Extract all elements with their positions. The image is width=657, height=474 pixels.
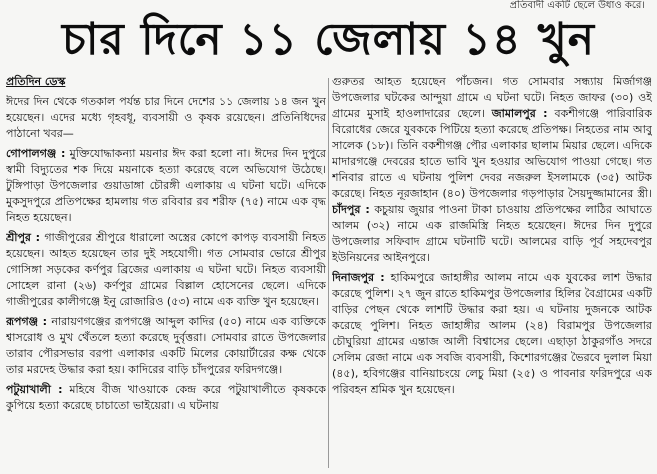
district-label: শ্রীপুর : (6, 231, 41, 244)
district-text: মহিষে বীজ খাওয়াকে কেন্দ্র করে পটুয়াখালীতে কৃষককে কুপিয়ে হত্যা করেছে চাচাতো ভাইয়েরা। এ ঘটনায় (6, 383, 326, 412)
district-text: হাকিমপুরে জাহাঙ্গীর আলম নামে এক যুবকের লাশ উদ্ধার করেছে পুলিশ। ২৭ জুন রাতে হাকিমপুর উপজেলার হিলির বৈগ্রামের একটি বাড়ির পেছন থেকে লাশটি উদ্ধার করা হয়। এ ঘটনায় দুজনকে আটক করেছে পুলিশ। নিহত জাহাঙ্গীর আলম (২৪) বিরামপুর উপজেলার চৌঘুরিয়া গ্রামের এন্তাজ আলী বিশ্বাসের ছেলে। এছাড়া ঠাকুরগাঁও সদরে সেলিম রেজা নামে এক সবজি ব্যবসায়ী, কিশোরগঞ্জের ভৈরবে দুলাল মিয়া (৪৫), হবিগঞ্জের বানিয়াচংয়ে লেচু মিয়া (২৫) ও পাবনার ফরিদপুরে এক পরিবহন শ্রমিক খুন হয়েছেন। (332, 271, 652, 396)
district-paragraph (332, 270, 652, 398)
article-column-left (6, 74, 326, 472)
column-divider (328, 78, 329, 468)
lead-text: ঈদের দিন থেকে গতকাল পর্যন্ত চার দিনে দেশের ১১ জেলায় ১৪ জন খুন হয়েছেন। এদের মধ্যে গৃহবধূ, ব্যবসায়ী ও কৃষক রয়েছেন। প্রতিনিধিদের পাঠানো খবর— (6, 95, 326, 140)
district-paragraph (6, 314, 326, 378)
byline: প্রতিদিন ডেস্ক (6, 75, 66, 88)
district-text: মুক্তিযোদ্ধাকন্যা ময়নার ঈদ করা হলো না। ঈদের দিন দুপুরে স্বামী বিদ্যুতের শক দিয়ে ময়নাকে হত্যা করেছে বলে অভিযোগ উঠেছে। টুঙ্গিপাড়া উপজেলার গুয়াডাঙ্গা চৌরঙ্গী এলাকায় এ ঘটনা ঘটে। এদিকে মুকসুদপুরে প্রতিপক্ষের হামলায় গত রবিবার রব শরীফ (৭৫) নামে এক বৃদ্ধ নিহত হয়েছেন। (6, 147, 326, 224)
district-text: বকশীগঞ্জে পারিবারিক বিরোধের জেরে যুবককে পিটিয়ে হত্যা করেছে প্রতিপক্ষ। নিহতের নাম আবু সালেক (১৮)। তিনি বকশীগঞ্জ পৌর এলাকার ছালাম মিয়ার ছেলে। এদিকে মাদারগঞ্জে দেবরের হাতে ভাবি খুন হওয়ার অভিযোগ পাওয়া গেছে। গত শনিবার রাতে এ ঘটনায় পুলিশ দেবর নজরুল ইসলামকে (৩৫) আটক করেছে। নিহত নূরজাহান (৪০) উপজেলার গড়পাড়ার সৈয়দুজ্জামানের স্ত্রী। (332, 107, 652, 200)
district-label: চাঁদপুর : (332, 203, 370, 216)
previous-article-fragment: প্রতিবাদী একটি ছেলে উধাও করে। (509, 0, 645, 11)
district-label: রূপগঞ্জ : (6, 315, 48, 328)
continued-paragraph (332, 74, 652, 266)
continued-text: গুরুতর আহত হয়েছেন পাঁচজন। গত সোমবার সন্ধ্যায় মির্জাগঞ্জ উপজেলার ঘটকের আন্দুয়া গ্রামে এ ঘটনা ঘটে। নিহত জাফর (৩০) ওই গ্রামের মুসাই হাওলাদারের ছেলে। (332, 75, 652, 120)
headline: চার দিনে ১১ জেলায় ১৪ খুন (62, 14, 595, 65)
district-label: দিনাজপুর : (332, 271, 385, 284)
district-paragraph (6, 382, 326, 414)
article-column-right (332, 74, 652, 472)
district-label: গোপালগঞ্জ : (6, 147, 66, 160)
district-paragraph (6, 230, 326, 310)
district-text: নারায়ণগঞ্জের রূপগঞ্জে আব্দুল কাদির (৫০) নামে এক ব্যক্তিকে শ্বাসরোধ ও মুখ থেঁতলে হত্যা করেছে দুর্বৃত্তরা। সোমবার রাতে উপজেলার তারাব পৌরসভার বরপা এলাকার একটি মিলের কোয়ার্টারের কক্ষ থেকে তার মরদেহ উদ্ধার করা হয়। কাদিরের বাড়ি চাঁদপুরের ফরিদগঞ্জে। (6, 315, 326, 376)
district-paragraph (6, 146, 326, 226)
district-label: পটুয়াখালী : (6, 383, 63, 396)
district-text: গাজীপুরের শ্রীপুরে ধারালো অস্ত্রের কোপে কাপড় ব্যবসায়ী নিহত হয়েছেন। আহত হয়েছেন তার দুই সহযোগী। গত সোমবার ভোরে শ্রীপুর গোসিঙ্গা সড়কের কর্ণপুর ব্রিজের এলাকায় এ ঘটনা ঘটে। নিহত ব্যবসায়ী সোহেল রানা (২৬) কর্ণপুর গ্রামের বিল্লাল হোসেনের ছেলে। এদিকে গাজীপুরের কালীগঞ্জে ইনু রোজারিও (৫৩) নামে এক ব্যক্তি খুন হয়েছেন। (6, 231, 326, 308)
district-text: কচুয়ায় জুয়ার পাওনা টাকা চাওয়ায় প্রতিপক্ষের লাঠির আঘাতে আলম (৩২) নামে এক রাজমিস্ত্রি নিহত হয়েছেন। ঈদের দিন দুপুরে উপজেলার সফিবাদ গ্রামে ঘটনাটি ঘটে। আলমের বাড়ি পূর্ব সহদেবপুর ইউনিয়নের আইনপুরে। (332, 203, 652, 264)
district-label: জামালপুর : (491, 107, 548, 120)
lead-paragraph (6, 94, 326, 142)
